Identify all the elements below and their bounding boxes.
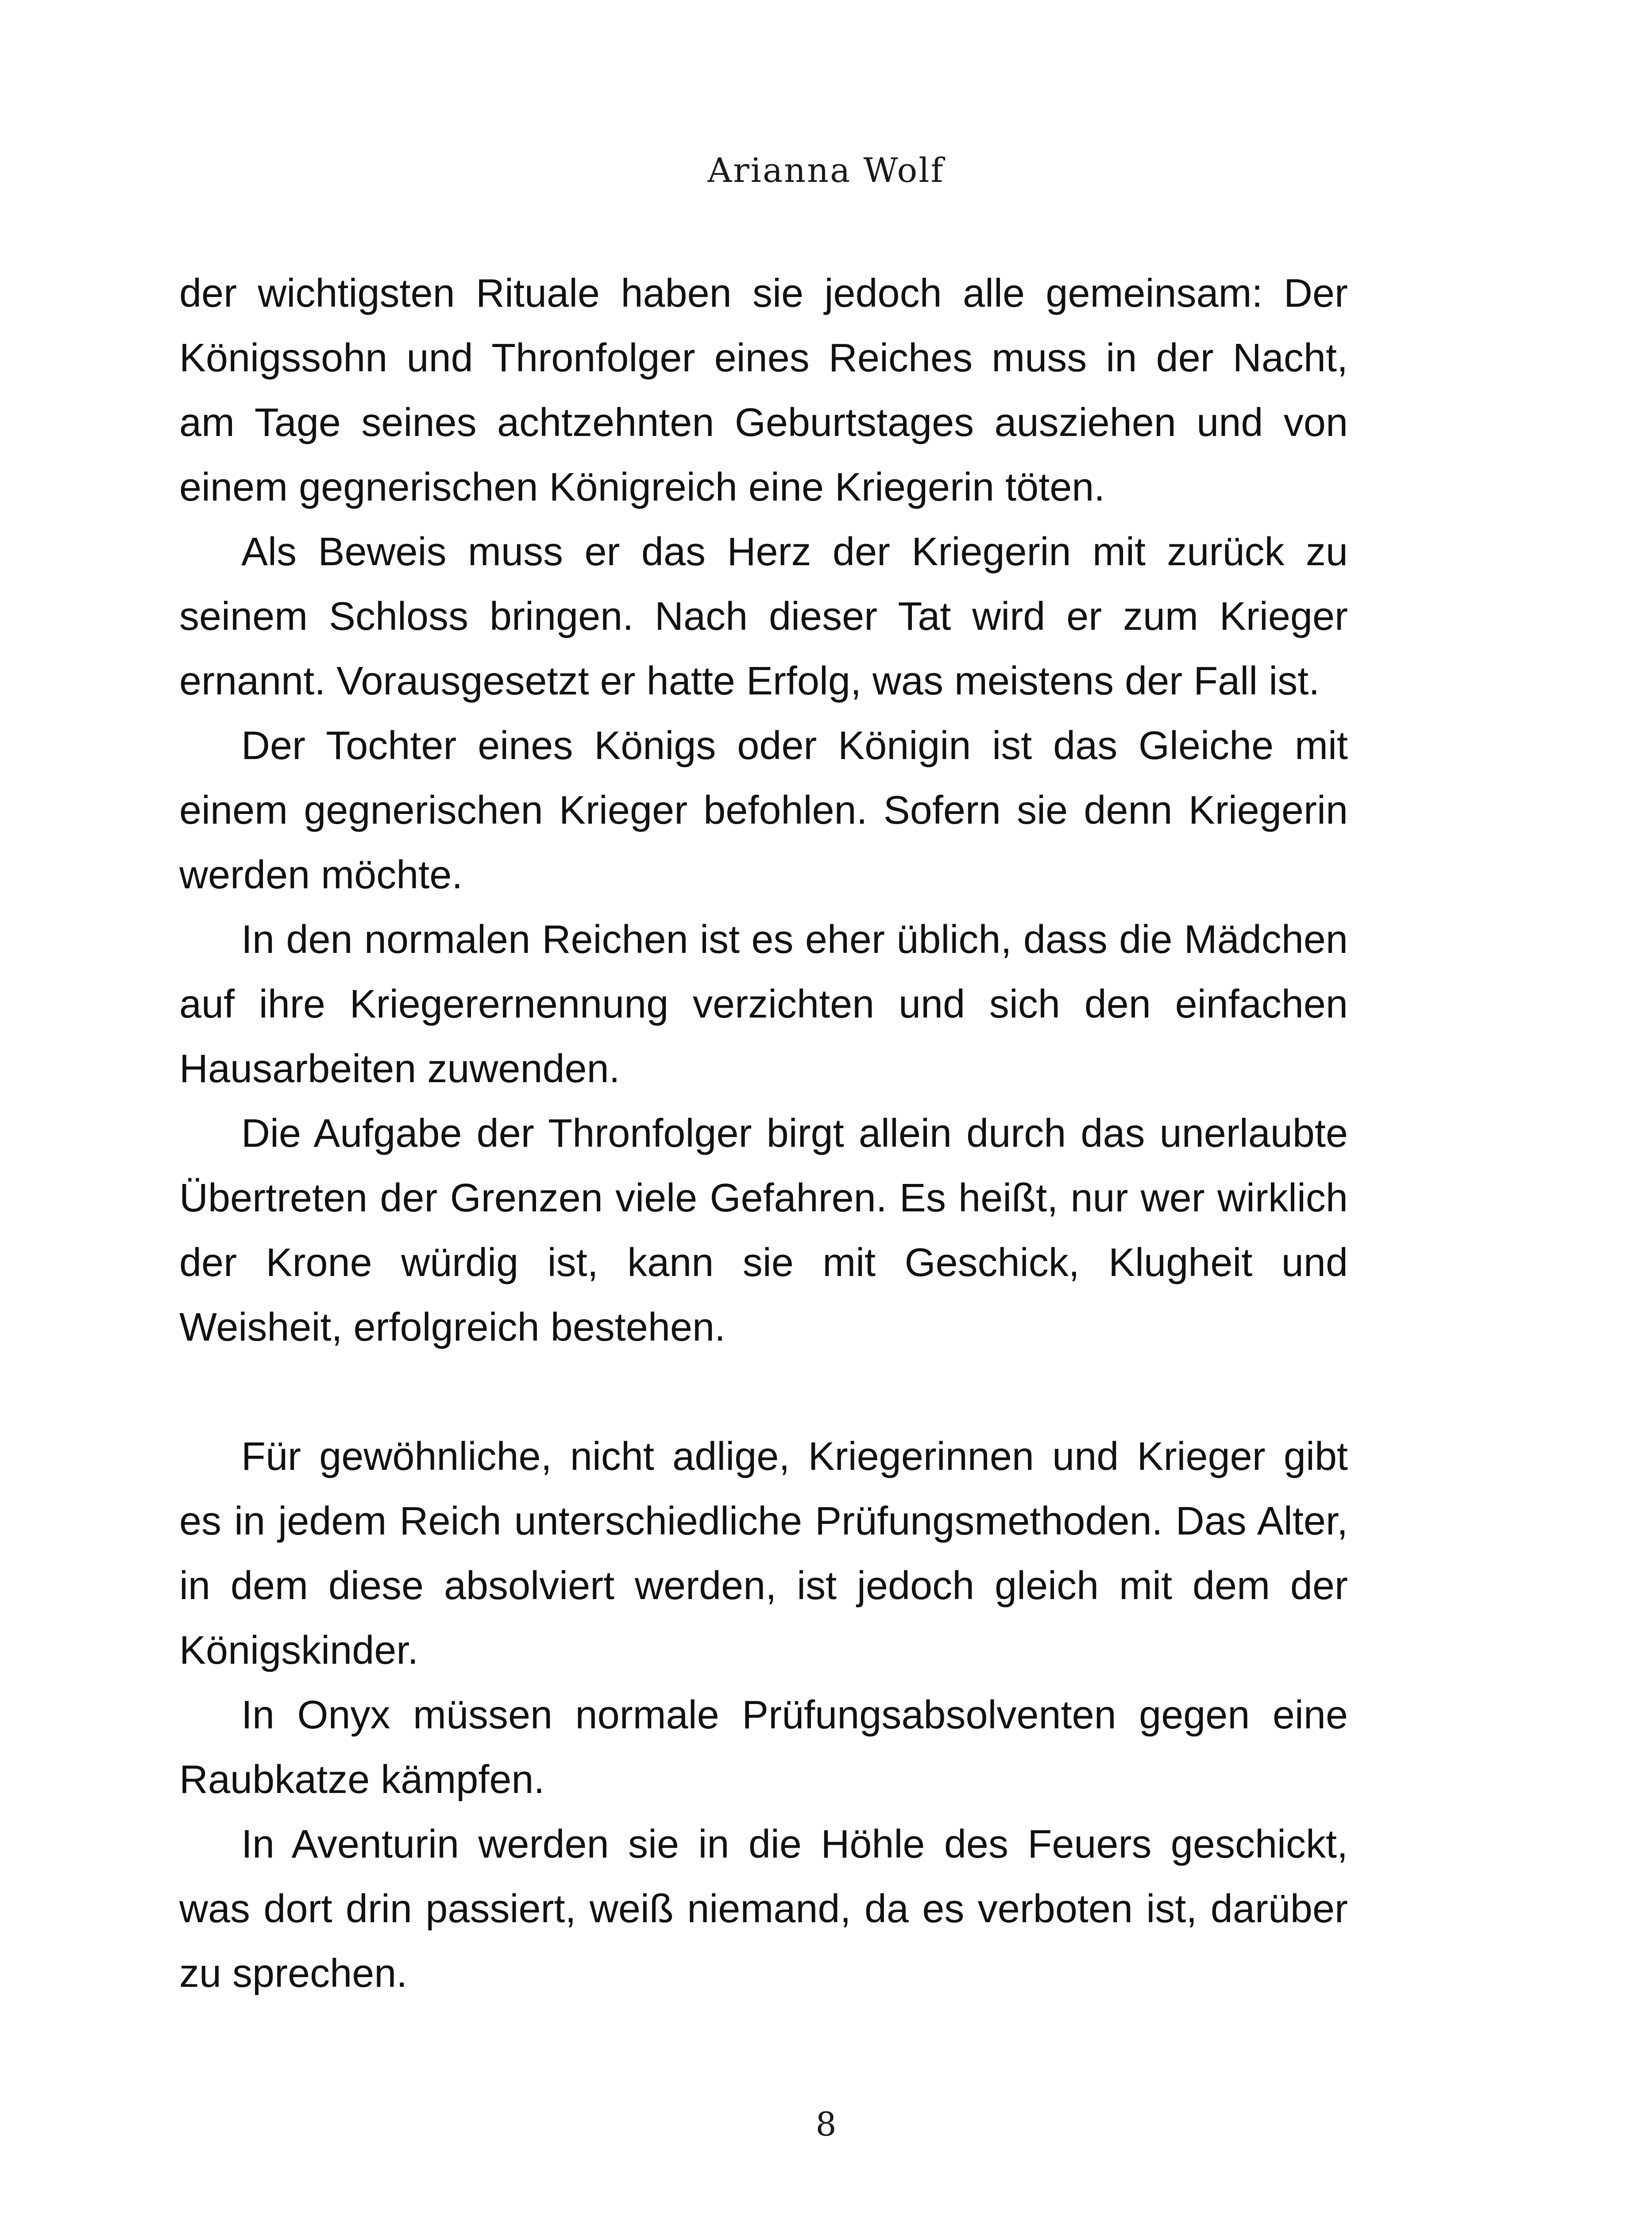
page-number: 8 — [815, 2105, 837, 2144]
paragraph: In Aventurin werden sie in die Höhle des Feuers geschickt, was dort drin passiert, weiß niemand, da es verboten ist, darüber zu sprechen. — [179, 1822, 1348, 1996]
section-break — [179, 1360, 1348, 1424]
running-header-author: Arianna Wolf — [707, 150, 945, 190]
paragraph-continuation: der wichtigsten Rituale haben sie jedoch alle gemeinsam: Der Königssohn und Thronfolger eines Reiches muss in der Nacht, am Tage seines achtzehnten Geburtstages ausziehen und von einem gegnerischen Königreich eine Kriegerin töten. — [179, 271, 1348, 509]
paragraph: Als Beweis muss er das Herz der Kriegerin mit zurück zu seinem Schloss bringen. Nach dieser Tat wird er zum Krieger ernannt. Vorausgesetzt er hatte Erfolg, was meistens der Fall ist. — [179, 530, 1348, 703]
paragraph: In Onyx müssen normale Prüfungsabsolventen gegen eine Raubkatze kämpfen. — [179, 1693, 1348, 1802]
paragraph: Für gewöhnliche, nicht adlige, Kriegerinnen und Krieger gibt es in jedem Reich unterschiedliche Prüfungsmethoden. Das Alter, in dem diese absolviert werden, ist jedoch gleich mit dem der Königskinder. — [179, 1434, 1348, 1673]
paragraph: Der Tochter eines Königs oder Königin ist das Gleiche mit einem gegnerischen Krieger befohlen. Sofern sie denn Kriegerin werden möchte. — [179, 724, 1348, 897]
paragraph: Die Aufgabe der Thronfolger birgt allein durch das unerlaubte Übertreten der Grenzen viele Gefahren. Es heißt, nur wer wirklich der Krone würdig ist, kann sie mit Geschick, Klugheit und Weisheit, erfolgreich bestehen. — [179, 1111, 1348, 1349]
paragraph: In den normalen Reichen ist es eher üblich, dass die Mädchen auf ihre Kriegerernennung verzichten und sich den einfachen Hausarbeiten zuwenden. — [179, 918, 1348, 1091]
body-text — [179, 261, 1348, 2006]
